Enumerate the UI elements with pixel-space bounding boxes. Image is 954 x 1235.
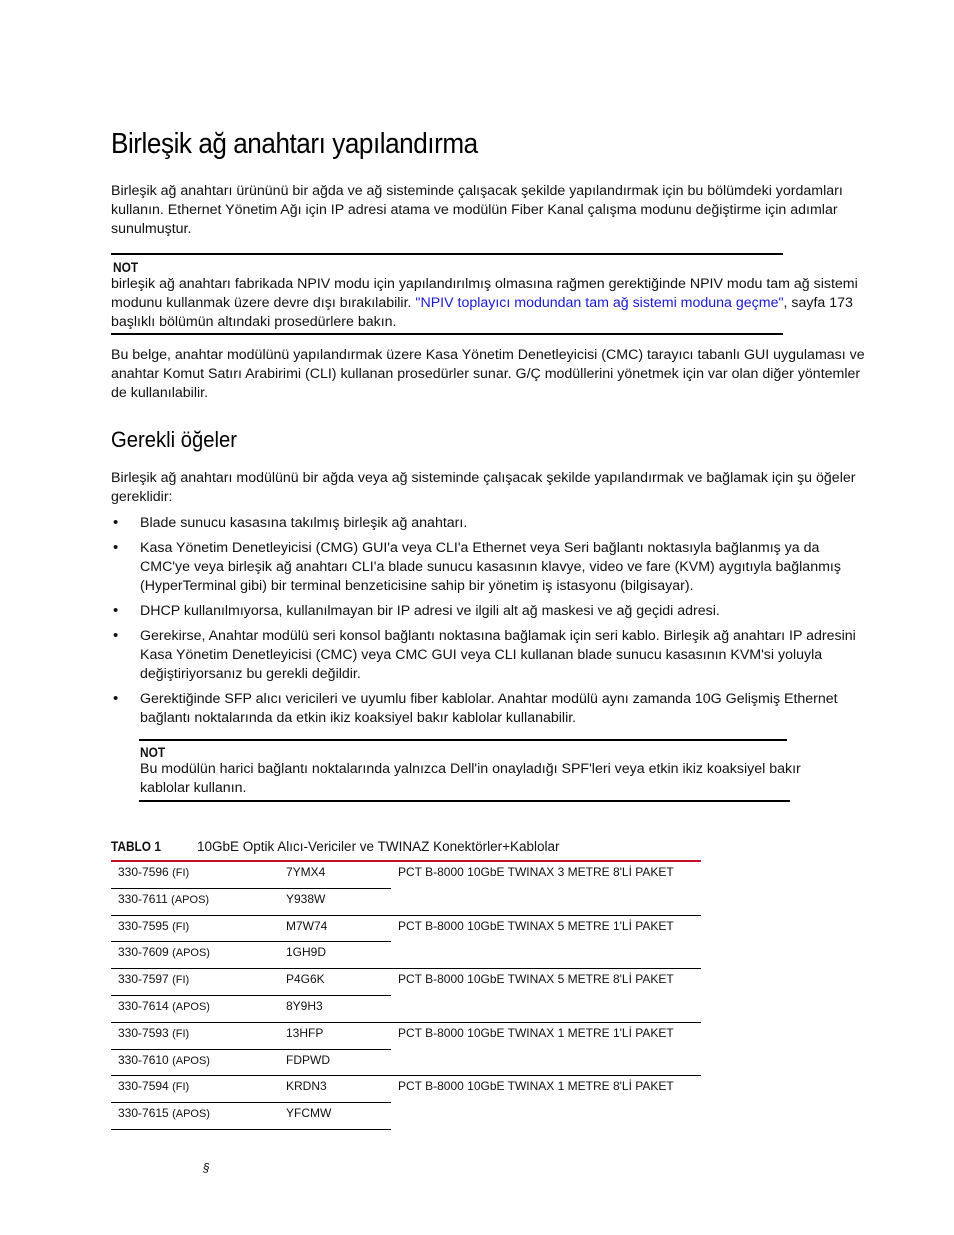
requirements-list: [111, 514, 871, 734]
table-title: 10GbE Optik Alıcı-Vericiler ve TWINAZ Konektörler+Kablolar: [197, 839, 560, 854]
note1-bottom-rule: [111, 333, 783, 335]
bullet-icon: •: [113, 690, 119, 707]
note2-text: Bu modülün harici bağlantı noktalarında yalnızca Dell'in onayladığı SPF'leri veya etkin ikiz koaksiyel bakır kablolar kullanın.: [140, 761, 801, 796]
table-caption: [111, 839, 560, 854]
bullet-icon: •: [113, 602, 119, 619]
bullet-icon: •: [113, 627, 119, 644]
note1-label: NOT: [113, 259, 139, 275]
intro-paragraph: Birleşik ağ anahtarı ürününü bir ağda ve ağ sisteminde çalışacak şekilde yapılandırmak için bu bölümdeki yordamları kullanın. Ethernet Yönetim Ağı için IP adresi atama ve modülün Fiber Kanal çalışma modunu değiştirme için adımlar sunulmuştur.: [111, 183, 843, 237]
table-row: 330-7609 (APOS) 1GH9D: [111, 942, 701, 969]
table-row: 330-7611 (APOS) Y938W: [111, 888, 701, 915]
table-row: 330-7610 (APOS) FDPWD: [111, 1049, 701, 1076]
list-item: • Gerektiğinde SFP alıcı vericileri ve uyumlu fiber kablolar. Anahtar modülü aynı zamanda 10G Gelişmiş Ethernet bağlantı noktalarında da etkin ikiz koaksiyel bakır kablolar kullanabilir.: [113, 690, 838, 726]
list-item: • Kasa Yönetim Denetleyicisi (CMG) GUI'a veya CLI'a Ethernet veya Seri bağlantı noktasıyla bağlanmış ya da CMC'ye veya birleşik ağ anahtarı CLI'a blade sunucu kasasının klavye, video ve fare (KVM) aygıtıyla bağlanmış (HyperTerminal gibi) bir terminal benzeticisine sahip bir yönetim iş istasyonu (bilgisayar).: [113, 539, 841, 594]
table-row: 330-7596 (FI) 7YMX4 PCT B-8000 10GbE TWINAX 3 METRE 8'Lİ PAKET: [111, 861, 701, 888]
list-item: • DHCP kullanılmıyorsa, kullanılmayan bir IP adresi ve ilgili alt ağ maskesi ve ağ geçidi adresi.: [113, 602, 720, 619]
note1-text: [111, 275, 873, 332]
note1-text-after: , sayfa 173 başlıklı bölümün altındaki prosedürlere bakın.: [111, 295, 853, 330]
bullet-icon: •: [113, 514, 119, 531]
table-row: 330-7597 (FI) P4G6K PCT B-8000 10GbE TWINAX 5 METRE 8'Lİ PAKET: [111, 969, 701, 996]
page-title: Birleşik ağ anahtarı yapılandırma: [111, 128, 478, 160]
table-number: TABLO 1: [111, 839, 161, 854]
npiv-section-link[interactable]: "NPIV toplayıcı modundan tam ağ sistemi moduna geçme": [415, 295, 784, 311]
table-row: 330-7614 (APOS) 8Y9H3: [111, 995, 701, 1022]
table-row: 330-7593 (FI) 13HFP PCT B-8000 10GbE TWINAX 1 METRE 1'Lİ PAKET: [111, 1022, 701, 1049]
methods-paragraph: Bu belge, anahtar modülünü yapılandırmak üzere Kasa Yönetim Denetleyicisi (CMC) tarayıcı tabanlı GUI uygulaması ve anahtar Komut Satırı Arabirimi (CLI) kullanan prosedürler sunar. G/Ç modüllerini yönetmek için var olan diğer yöntemler de kullanılabilir.: [111, 347, 865, 401]
note1-top-rule: [111, 253, 783, 255]
note2-bottom-rule: [139, 800, 790, 802]
page-footer-mark: §: [203, 1161, 210, 1175]
table-row: 330-7615 (APOS) YFCMW: [111, 1103, 701, 1130]
list-item: • Blade sunucu kasasına takılmış birleşik ağ anahtarı.: [113, 514, 468, 531]
table-row: 330-7595 (FI) M7W74 PCT B-8000 10GbE TWINAX 5 METRE 1'Lİ PAKET: [111, 915, 701, 942]
note2-top-rule: [139, 739, 787, 741]
parts-table: [111, 860, 701, 1130]
table-row: 330-7594 (FI) KRDN3 PCT B-8000 10GbE TWINAX 1 METRE 8'Lİ PAKET: [111, 1076, 701, 1103]
list-item: • Gerekirse, Anahtar modülü seri konsol bağlantı noktasına bağlamak için seri kablo. Birleşik ağ anahtarı IP adresini Kasa Yönetim Denetleyicisi (CMC) veya CMC GUI veya CLI kullanan blade sunucu kasasının KVM'si yoluyla değiştiriyorsanız bu gerekli değildir.: [113, 627, 856, 682]
section-heading: Gerekli öğeler: [111, 427, 237, 452]
bullet-icon: •: [113, 539, 119, 556]
note1-text-before: birleşik ağ anahtarı fabrikada NPIV modu için yapılandırılmış olmasına rağmen gerektiğinde NPIV modu tam ağ sistemi modunu kullanmak üzere devre dışı bırakılabilir.: [111, 276, 858, 311]
note2-label: NOT: [140, 744, 166, 760]
requirements-intro: Birleşik ağ anahtarı modülünü bir ağda veya ağ sisteminde çalışacak şekilde yapılandırmak ve bağlamak için şu öğeler gereklidir:: [111, 470, 856, 505]
